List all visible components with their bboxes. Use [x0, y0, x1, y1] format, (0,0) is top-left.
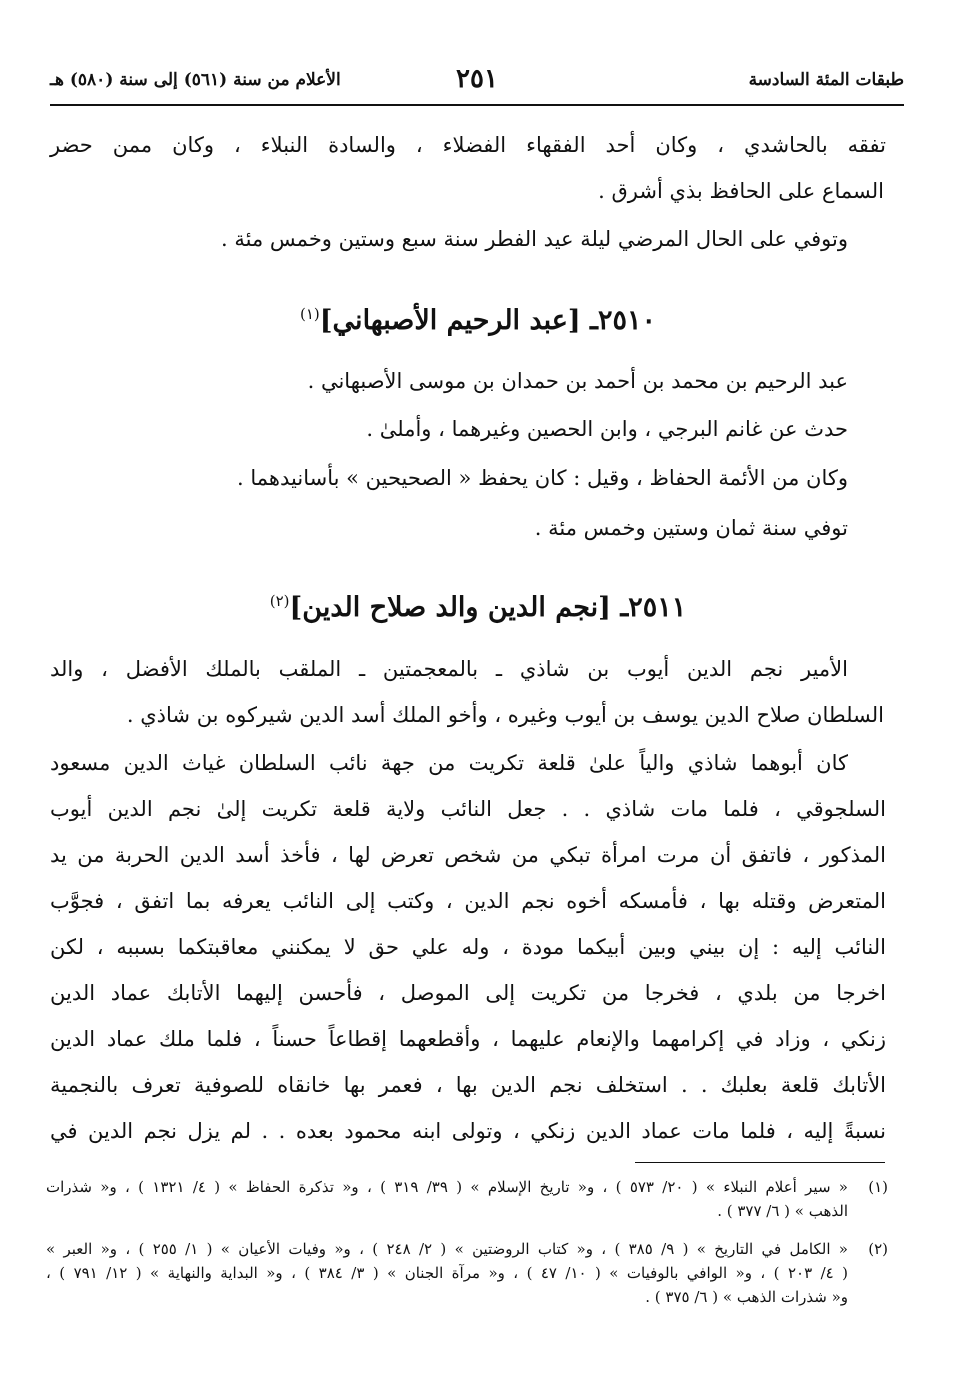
header-divider	[50, 104, 904, 106]
entry-line: توفي سنة ثمان وستين وخمس مئة .	[534, 516, 848, 540]
footnote-ref: (١)	[300, 305, 320, 323]
footnote-ref: (٢)	[269, 592, 290, 610]
intro-line: تفقه بالحاشدي ، وكان أحد الفقهاء الفضلاء ، والسادة النبلاء ، وكان ممن حضر	[50, 133, 886, 157]
entry-heading	[0, 592, 956, 623]
footnote-text: الذهب » ( ٦/ ٣٧٧ ) .	[717, 1202, 848, 1220]
entry-heading	[0, 305, 956, 336]
footnote-text: « سير أعلام النبلاء » ( ٢٠/ ٥٧٣ ) ، و« تاريخ الإسلام » ( ٣٩/ ٣١٩ ) ، و« تذكرة الحفاظ » ( ٤/ ١٣٢١ ) ، و« شذرات	[46, 1178, 848, 1196]
entry-line: المذكور ، فاتفق أن مرت امرأة تبكي من شخص تعرض لها ، فأخذ أسد الدين الحربة من يد	[50, 843, 886, 867]
footnote-text: و« شذرات الذهب » ( ٦/ ٣٧٥ ) .	[645, 1288, 848, 1306]
footnote-divider	[635, 1162, 885, 1163]
intro-line: وتوفي على الحال المرضي ليلة عيد الفطر سنة سبع وستين وخمس مئة .	[221, 227, 848, 251]
entry-line: السلطان صلاح الدين يوسف بن أيوب وغيره ، وأخو الملك أسد الدين شيركوه بن شاذي .	[126, 703, 884, 727]
footnote-text: ( ٤/ ٢٠٣ ) ، و« الوافي بالوفيات » ( ١٠/ ٤٧ ) ، و« مرآة الجنان » ( ٣/ ٣٨٤ ) ، و« البداية والنهاية » ( ١٢/ ٧٩١ ) ،	[46, 1264, 848, 1282]
entry-line: النائب إليه : إن بيني وبين أبيكما مودة ، وله علي حق لا يمكنني معاقبتكما بسببه ، لكن	[50, 935, 886, 959]
entry-line: المتعرض وقتله بها ، فأمسكه أخوه نجم الدين ، وكتب إلى النائب يعرفه بما اتفق ، فجوَّب	[50, 889, 886, 913]
header-section-title: طبقات المئة السادسة	[748, 70, 904, 90]
header-year-range: الأعلام من سنة (٥٦١) إلى سنة (٥٨٠) هـ	[50, 70, 341, 90]
entry-line: الأمير نجم الدين أيوب بن شاذي ـ بالمعجمتين ـ الملقب بالملك الأفضل ، والد	[50, 657, 848, 681]
entry-line: زنكي ، وزاد في إكرامهما والإنعام عليهما ، وأقطعهما إقطاعاً حسناً ، فلما ملك عماد الدين	[50, 1027, 886, 1051]
footnote-text: « الكامل في التاريخ » ( ٩/ ٣٨٥ ) ، و« كتاب الروضتين » ( ٢/ ٢٤٨ ) ، و« وفيات الأعيان » ( ١/ ٢٥٥ ) ، و« العبر »	[46, 1240, 848, 1258]
entry-line: عبد الرحيم بن محمد بن أحمد بن حمدان بن موسى الأصبهاني .	[307, 369, 848, 393]
footnote-number: (١)	[868, 1178, 888, 1196]
running-header	[50, 64, 904, 98]
entry-line: اخرجا من بلدي ، فخرجا من تكريت إلى الموصل ، فأحسن إليهما الأتابك عماد الدين	[50, 981, 886, 1005]
footnote-number: (٢)	[868, 1240, 888, 1258]
entry-heading-text: ٢٥١١ـ [نجم الدين والد صلاح الدين]	[289, 592, 687, 623]
entry-line: وكان من الأئمة الحفاظ ، وقيل : كان يحفظ « الصحيحين » بأسانيدهما .	[237, 466, 848, 490]
entry-line: حدث عن غانم البرجي ، وابن الحصين وغيرهما ، وأملىٰ .	[366, 417, 848, 441]
entry-line: الأتابك قلعة بعلبك . . استخلف نجم الدين بها ، فعمر بها خانقاه للصوفية تعرف بالنجمية	[50, 1073, 886, 1097]
intro-line: السماع على الحافظ بذي أشرق .	[598, 179, 884, 203]
page-number: ٢٥١	[456, 64, 498, 94]
entry-line: كان أبوهما شاذي والياً علىٰ قلعة تكريت من جهة نائب السلطان غياث الدين مسعود	[50, 751, 848, 775]
entry-line: السلجوقي ، فلما مات شاذي . . جعل النائب ولاية قلعة تكريت إلىٰ نجم الدين أيوب	[50, 797, 886, 821]
entry-heading-text: ٢٥١٠ـ [عبد الرحيم الأصبهاني]	[319, 305, 656, 336]
entry-line: نسبةً إليه ، فلما مات عماد الدين زنكي ، وتولى ابنه محمود بعده . . لم يزل نجم الدين في	[50, 1119, 886, 1143]
